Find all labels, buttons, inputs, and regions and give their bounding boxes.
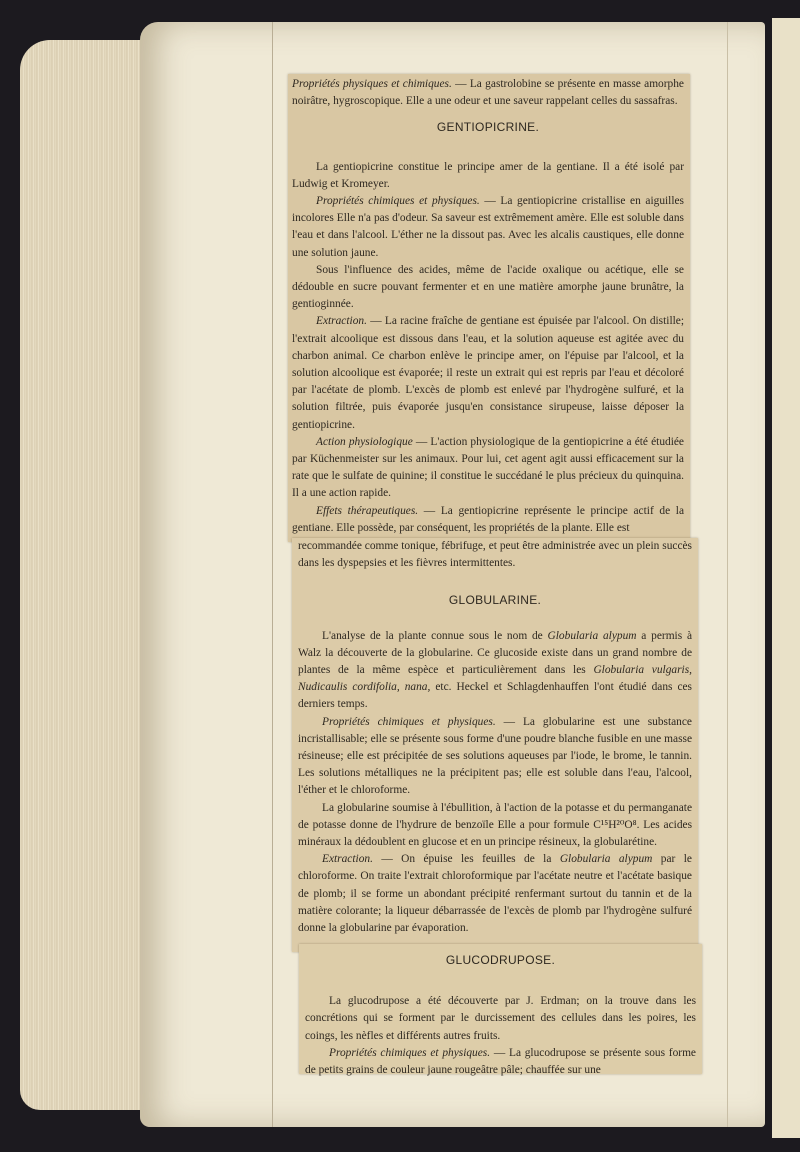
paragraph [292,313,684,433]
paragraph-text: L'analyse de la plante connue sous le nom de [322,629,548,642]
subheading: Propriétés chimiques et physiques. [322,715,496,728]
paragraph: La glucodrupose a été découverte par J. Erdman; on la trouve dans les concrétions qui se forment par le durcissement des cellules dans les poires, les coings, les nèfles et différents autres fruits. [305,995,696,1042]
paragraph-text: par le chloroforme. On traite l'extrait chloroformique par l'acétate neutre et l'acétate basique de plomb; il se forme un abondant précipité renfermant surtout du tannin et de la matière colorante; la liqueur débarrassée de l'excès de plomb par l'hydrogène sulfuré donne la globularine par évaporation. [298,853,692,935]
subheading: Propriétés physiques et chimiques. [292,78,452,90]
paragraph [298,714,692,800]
paragraph [298,628,692,714]
subheading: Effets thérapeutiques. [316,504,419,517]
subheading: Extraction. [316,315,367,328]
page-rule-left [272,22,273,1127]
paragraph-text: a permis à Walz la découverte de la globularine. Ce glucoside existe dans un grand nombre de plantes de la même espèce et particulièrement dans les [298,629,693,677]
subheading: Propriétés chimiques et physiques. [329,1046,491,1059]
paragraph-text: — L'action physiologique de la gentiopicrine a été étudiée par Küchenmeister sur les animaux. Pour lui, cet agent agit aussi efficacement sur la rate que le sulfate de quinine; il constitue le succédané le plus précieux du quinquina. Il a une action rapide. [292,435,684,500]
species-name: Globularia alypum [559,853,653,866]
gastrolobine-properties [292,76,684,110]
species-name: Globularia alypum [547,629,637,642]
paragraph: La globularine soumise à l'ébullition, à l'action de la potasse et du permanganate de potasse donne de l'hydrure de benzoïle Elle a pour formule C¹⁵H²⁰O⁸. Les acides minéraux la dédoublent en glucose et en un principe résineux, la globularétine. [298,801,692,849]
paragraph-text: — La gentiopicrine représente le principe actif de la gentiane. Elle possède, par conséquent, les propriétés de la plante. Elle est [292,504,684,534]
clipping-globularine [292,538,698,952]
paragraph [292,503,684,537]
subheading: Propriétés chimiques et physiques. [316,195,480,208]
paragraph-text: — La glucodrupose se présente sous forme de petits grains de couleur jaune rougeâtre pâle; chauffée sur une [305,1046,696,1077]
page-rule-right [727,22,728,1127]
paragraph-text: — La gentiopicrine cristallise en aiguilles incolores Elle n'a pas d'odeur. Sa saveur est extrêmement amère. Elle est soluble dans l'eau et dans l'alcool. L'éther ne la dissout pas. Avec les alcalis caustiques, elle donne une solution jaune. [292,195,684,259]
paragraph-text: — La gastrolobine se présente en masse amorphe noirâtre, hygroscopique. Elle a une odeur et une saveur rappelant celles du sassafras. [292,78,684,108]
paragraph-text: — On épuise les feuilles de la [372,853,560,866]
paragraph-text: etc. Heckel et Schlagdenhauffen l'ont étudié dans ces derniers temps. [298,681,692,711]
paragraph: Sous l'influence des acides, même de l'acide oxalique ou acétique, elle se dédouble en sucre pouvant fermenter et en une matière amorphe jaune brunâtre, la gentioginnée. [292,263,684,311]
paragraph: recommandée comme tonique, fébrifuge, et peut être administrée avec un plein succès dans les dyspepsies et les fièvres intermittentes. [298,540,692,570]
section-heading: GLOBULARINE. [448,593,542,608]
paragraph [298,851,692,937]
paragraph [305,1045,696,1079]
paragraph-text: — La racine fraîche de gentiane est épuisée par l'alcool. On distille; l'extrait alcoolique est dissous dans l'eau, et la solution aqueuse est agitée avec du charbon animal. Ce charbon enlève le principe amer, on l'épuise par l'alcool, et la solution alcoolique est évaporée; il reste un extrait qui est repris par l'eau et décoloré par l'acétate de plomb. L'excès de plomb est enlevé par l'hydrogène sulfuré, et la solution filtrée, puis évaporée jusqu'en consistance sirupeuse, laisse déposer la gentiopicrine. [292,315,684,431]
paragraph [292,434,684,503]
subheading: Action physiologique [316,435,413,448]
paragraph-text: — La globularine est une substance incristallisable; elle se présente sous forme d'une poudre blanche fusible en une masse résineuse; elle est précipitée de ses solutions aqueuses par l'iode, le brome, le tannin. Les solutions métalliques ne la précipitent pas; elle est soluble dans l'eau, l'alcool, l'éther et le chloroforme. [298,715,692,797]
facing-page-edge [772,18,800,1138]
paragraph: La gentiopicrine constitue le principe amer de la gentiane. Il a été isolé par Ludwig et Kromeyer. [292,160,684,190]
section-heading: GENTIOPICRINE. [436,120,540,135]
species-name: Globularia vulgaris, Nudicaulis cordifolia, nana, [298,664,692,694]
subheading: Extraction. [322,853,373,866]
clipping-gentiopicrine [288,74,690,542]
paragraph [292,193,684,262]
section-heading: GLUCODRUPOSE. [445,953,556,967]
clipping-glucodrupose [299,944,702,1077]
